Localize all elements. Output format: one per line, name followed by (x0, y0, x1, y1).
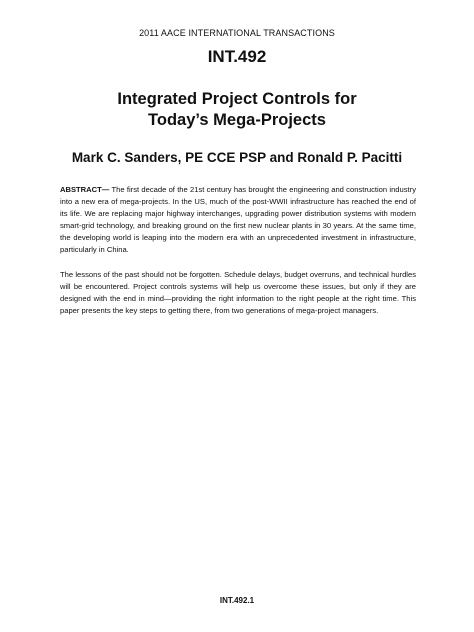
body-paragraph-2: The lessons of the past should not be forgotten. Schedule delays, budget overruns, and technical hurdles will be encountered. Project controls systems will help us overcome these issues, but only if they are designed with the end in mind—providing the right information to the right people at the right time. This paper presents the key steps to getting there, from two generations of mega-project managers. (60, 270, 416, 315)
paper-title-line-2: Today’s Mega-Projects (148, 111, 326, 129)
abstract-text: The first decade of the 21st century has brought the engineering and construction industry into a new era of mega-projects. In the US, much of the post-WWII infrastructure has reached the end of its life. We are replacing major highway interchanges, upgrading power distribution systems with modern smart-grid technology, and breaking ground on the first new nuclear plants in 30 years. At the same time, the developing world is leaping into the modern era with an unprecedented investment in infrastructure, particularly in China. (60, 185, 416, 254)
paper-id: INT.492 (207, 47, 267, 66)
paper-title-line-1: Integrated Project Controls for (117, 90, 357, 108)
abstract-label: ABSTRACT— (60, 185, 110, 194)
page-number: INT.492.1 (219, 596, 255, 605)
running-header: 2011 AACE INTERNATIONAL TRANSACTIONS (139, 28, 335, 38)
abstract-paragraph (60, 184, 416, 256)
paper-title (0, 89, 474, 131)
authors: Mark C. Sanders, PE CCE PSP and Ronald P. Pacitti (71, 150, 403, 165)
